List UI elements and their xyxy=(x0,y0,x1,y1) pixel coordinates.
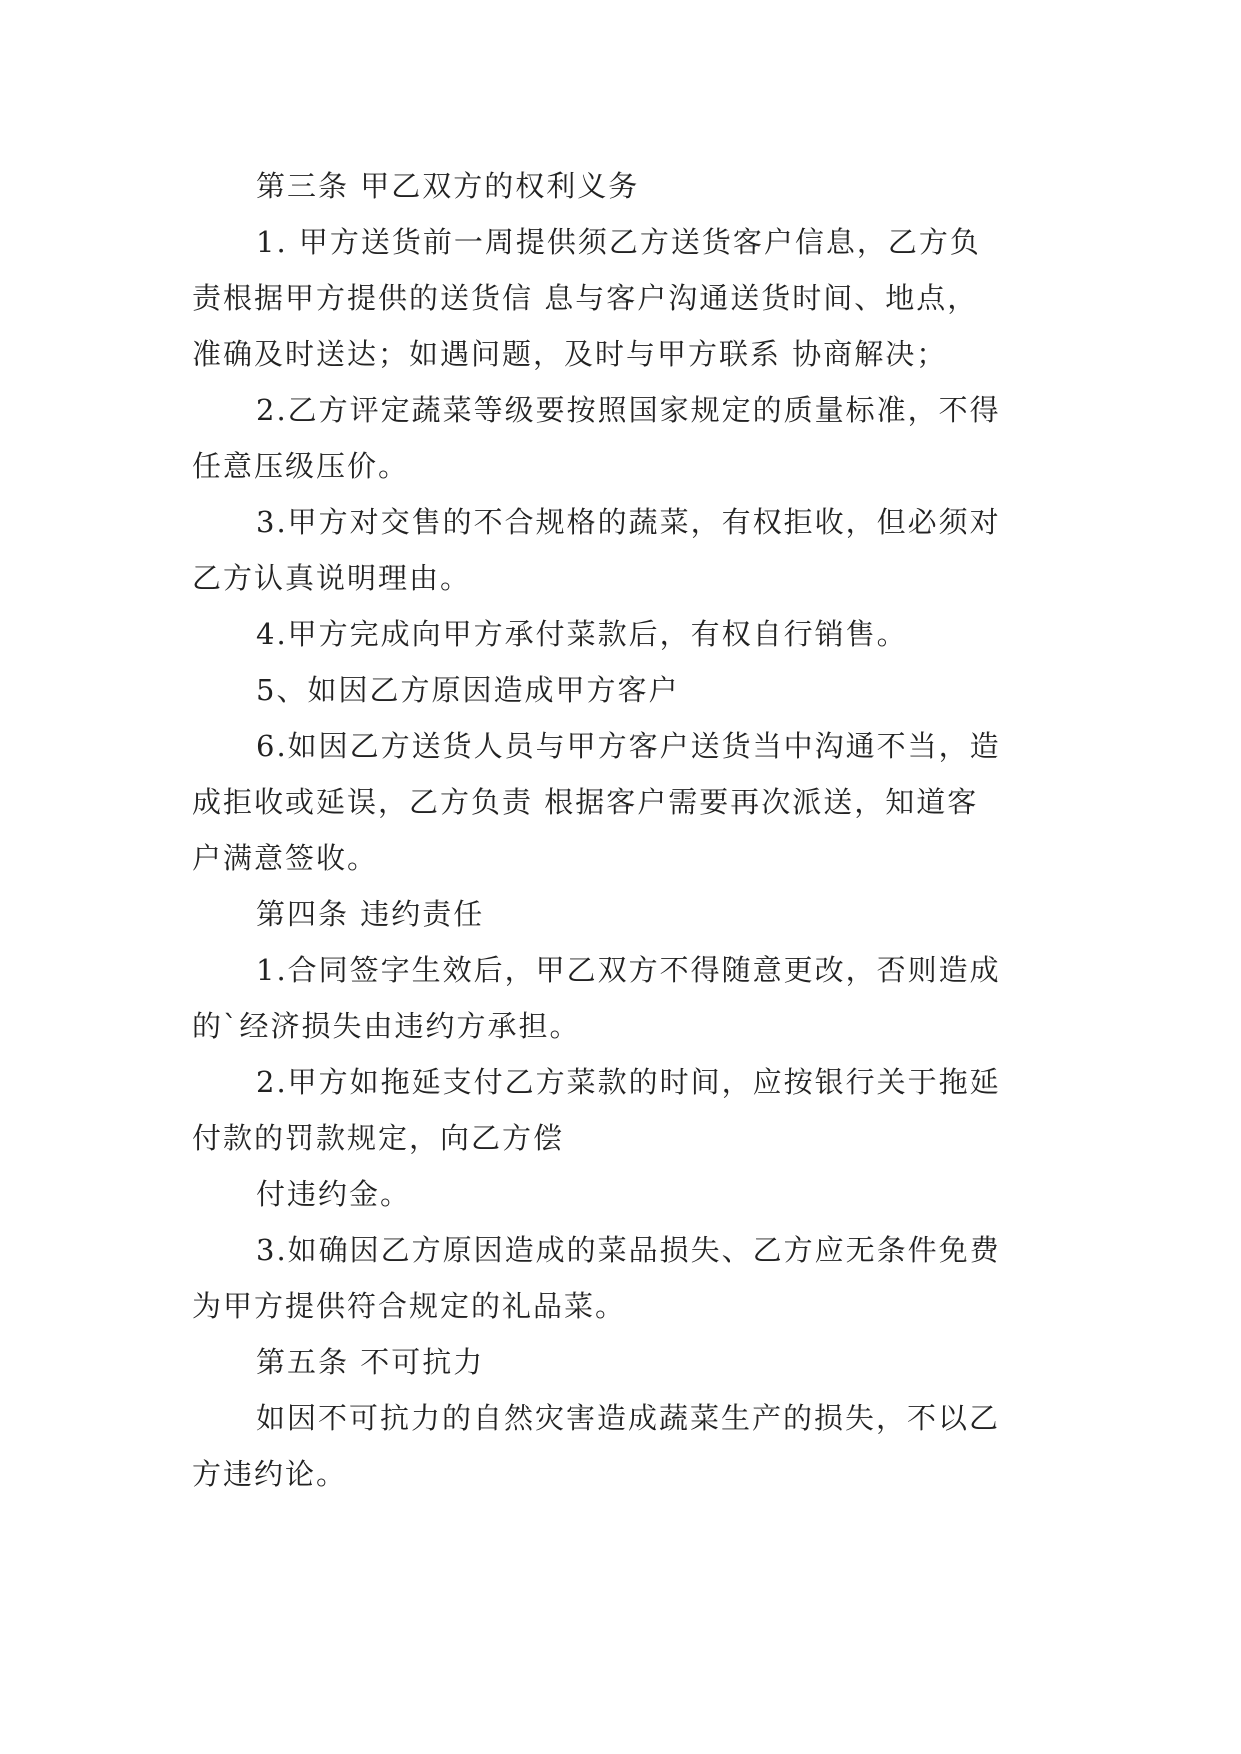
paragraph-line: 任意压级压价。 xyxy=(192,449,410,483)
paragraph-line: 4.甲方完成向甲方承付菜款后，有权自行销售。 xyxy=(256,617,908,651)
paragraph-line: 付违约金。 xyxy=(256,1177,412,1211)
section-heading-article-5: 第五条 不可抗力 xyxy=(256,1345,485,1379)
paragraph-line: 2.甲方如拖延支付乙方菜款的时间，应按银行关于拖延 xyxy=(256,1065,1001,1099)
paragraph-line: 的`经济损失由违约方承担。 xyxy=(192,1009,581,1043)
paragraph-line: 方违约论。 xyxy=(192,1457,348,1491)
paragraph-line: 1.合同签字生效后，甲乙双方不得随意更改，否则造成 xyxy=(256,953,1001,987)
paragraph-line: 户满意签收。 xyxy=(192,841,379,875)
paragraph-line: 准确及时送达；如遇问题，及时与甲方联系 协商解决； xyxy=(192,337,948,371)
paragraph-line: 6.如因乙方送货人员与甲方客户送货当中沟通不当，造 xyxy=(256,729,1001,763)
paragraph-line: 5、如因乙方原因造成甲方客户 xyxy=(256,673,680,707)
section-heading-article-4: 第四条 违约责任 xyxy=(256,897,485,931)
paragraph-line: 如因不可抗力的自然灾害造成蔬菜生产的损失，不以乙 xyxy=(256,1401,1001,1435)
paragraph-line: 责根据甲方提供的送货信 息与客户沟通送货时间、地点， xyxy=(192,281,979,315)
paragraph-line: 付款的罚款规定，向乙方偿 xyxy=(192,1121,565,1155)
section-heading-article-3: 第三条 甲乙双方的权利义务 xyxy=(256,169,640,203)
paragraph-line: 3.甲方对交售的不合规格的蔬菜，有权拒收，但必须对 xyxy=(256,505,1001,539)
paragraph-line: 成拒收或延误，乙方负责 根据客户需要再次派送，知道客 xyxy=(192,785,979,819)
paragraph-line: 3.如确因乙方原因造成的菜品损失、乙方应无条件免费 xyxy=(256,1233,1001,1267)
paragraph-line: 乙方认真说明理由。 xyxy=(192,561,472,595)
paragraph-line: 2.乙方评定蔬菜等级要按照国家规定的质量标准，不得 xyxy=(256,393,1001,427)
paragraph-line: 1. 甲方送货前一周提供须乙方送货客户信息，乙方负 xyxy=(256,225,981,259)
document-body xyxy=(192,158,1052,1502)
paragraph-line: 为甲方提供符合规定的礼品菜。 xyxy=(192,1289,627,1323)
